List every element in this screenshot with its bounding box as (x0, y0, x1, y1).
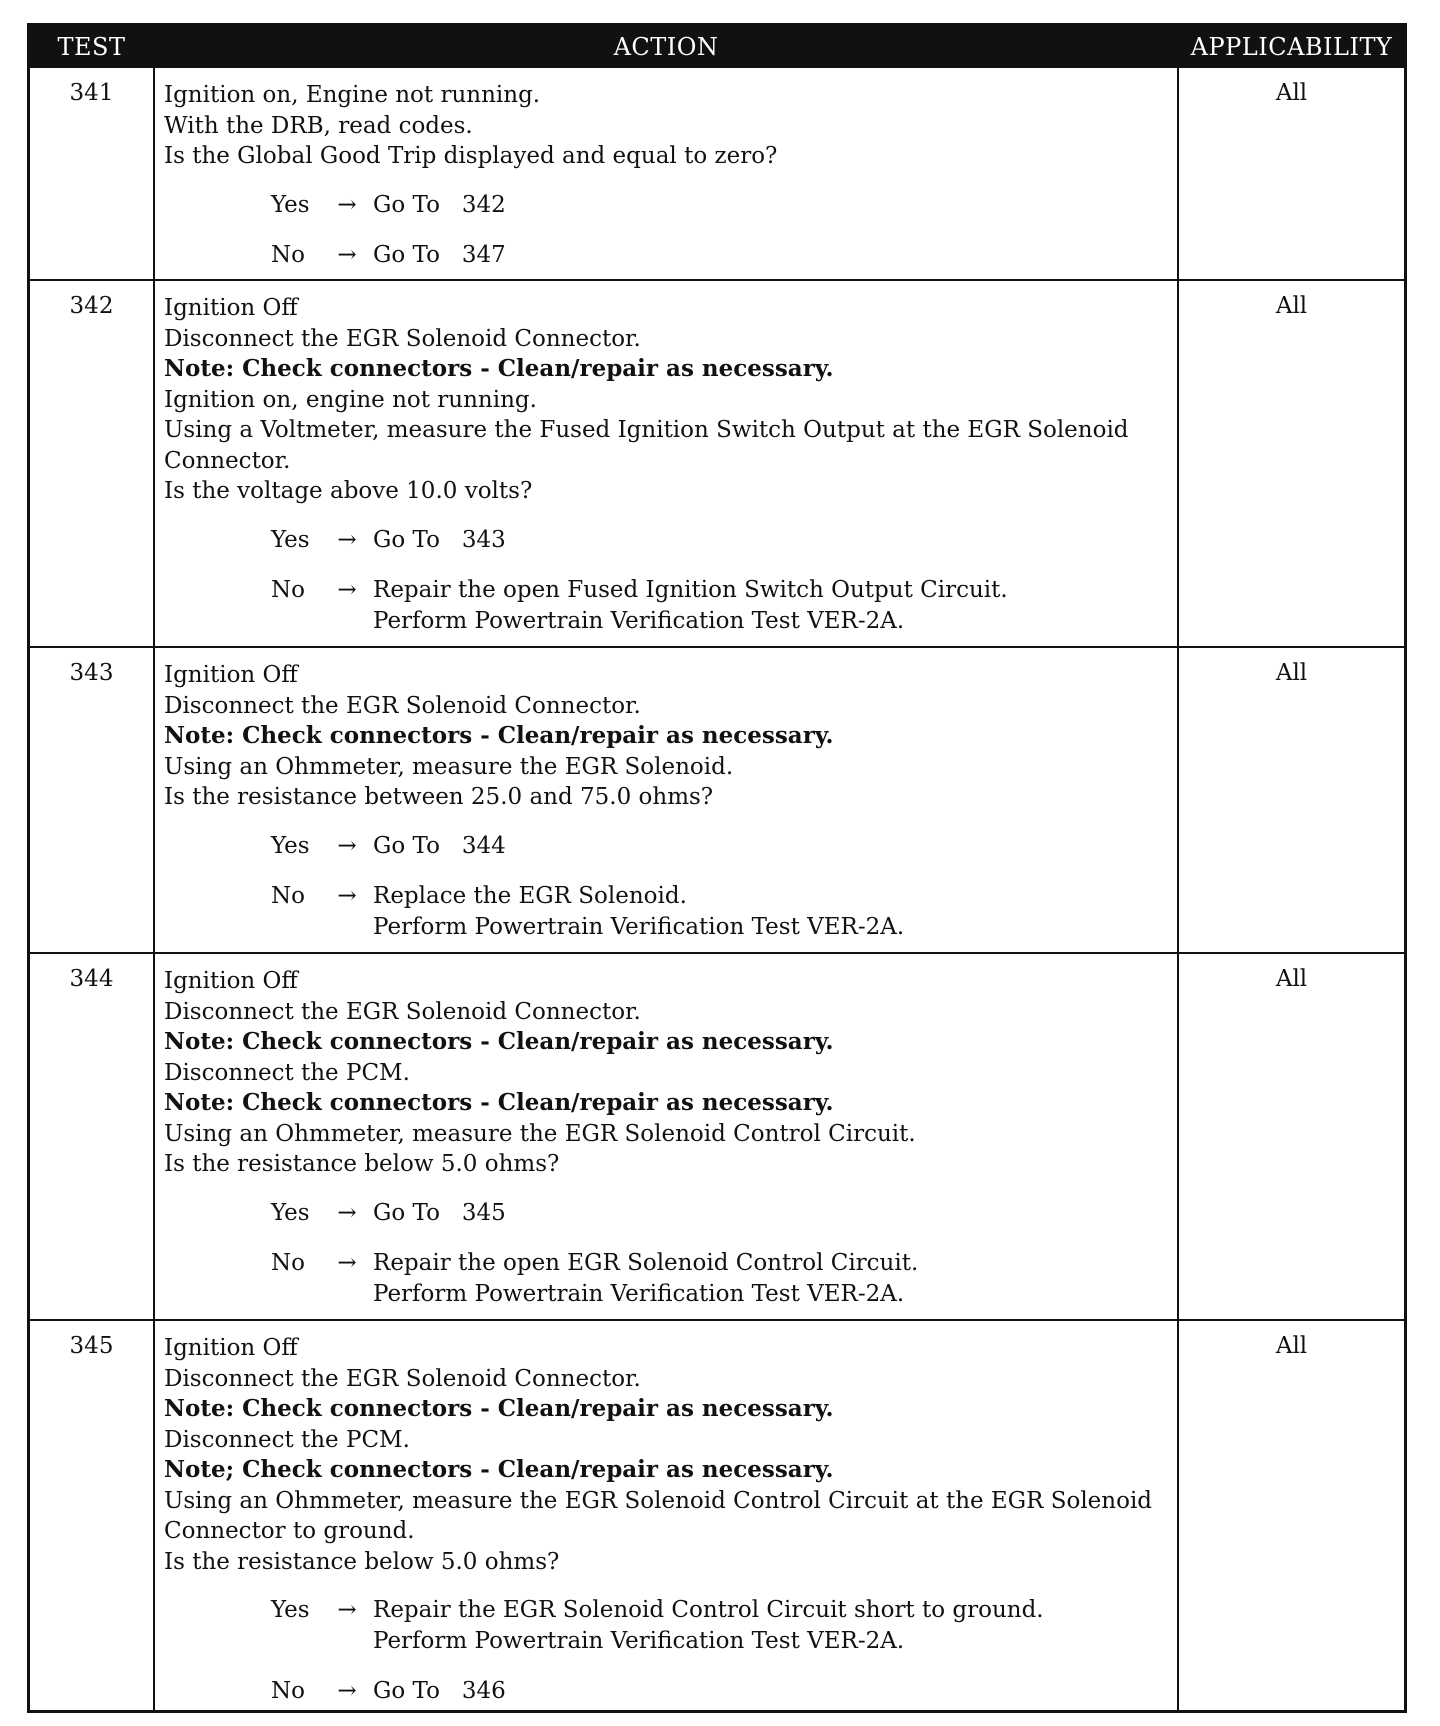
test-number: 345 (69, 1333, 114, 1359)
action-line: Is the resistance below 5.0 ohms? (164, 1548, 560, 1575)
yes-label: Yes (271, 1597, 310, 1623)
applicability: All (1275, 1333, 1308, 1359)
yes-result: Go To 343 (373, 526, 506, 553)
yes-branch (164, 831, 1174, 862)
action-line: Ignition on, Engine not running. (164, 82, 541, 108)
diagnostic-test-table (27, 23, 1407, 1713)
applicability: All (1275, 80, 1308, 106)
no-result: Perform Powertrain Verification Test VER-2A. (373, 1280, 905, 1307)
yes-label: Yes (271, 191, 310, 218)
action-line: Disconnect the PCM. (164, 1059, 410, 1086)
action-line: With the DRB, read codes. (164, 112, 473, 139)
yes-branch (164, 190, 1174, 221)
action-note: Note: Check connectors - Clean/repair as necessary. (164, 1028, 834, 1055)
action-cell (164, 660, 1174, 942)
action-cell (164, 966, 1174, 1309)
action-note: Note: Check connectors - Clean/repair as necessary. (164, 355, 834, 382)
yes-result: Repair the EGR Solenoid Control Circuit short to ground. (373, 1597, 1044, 1623)
no-branch (164, 1676, 1174, 1707)
yes-label: Yes (271, 526, 310, 553)
no-branch (164, 881, 1174, 942)
action-line: Connector. (164, 447, 291, 474)
no-branch (164, 240, 1174, 271)
applicability: All (1275, 660, 1308, 686)
arrow-icon: → (337, 1199, 357, 1226)
yes-result: Go To 342 (373, 191, 506, 218)
action-note: Note: Check connectors - Clean/repair as necessary. (164, 1089, 834, 1116)
action-line: Using a Voltmeter, measure the Fused Ignition Switch Output at the EGR Solenoid (164, 417, 1129, 443)
no-label: No (271, 883, 305, 909)
action-note: Note; Check connectors - Clean/repair as necessary. (164, 1456, 834, 1483)
header-applicability: APPLICABILITY (1190, 33, 1393, 61)
no-label: No (271, 1250, 305, 1276)
yes-branch (164, 525, 1174, 556)
yes-result: Go To 345 (373, 1199, 506, 1226)
arrow-icon: → (337, 1597, 357, 1623)
action-cell (164, 80, 1174, 271)
action-line: Is the voltage above 10.0 volts? (164, 478, 533, 504)
no-result: Repair the open EGR Solenoid Control Circuit. (373, 1250, 919, 1276)
action-line: Using an Ohmmeter, measure the EGR Solenoid Control Circuit at the EGR Solenoid (164, 1487, 1153, 1514)
action-line: Ignition Off (164, 1335, 298, 1361)
table-row-342 (30, 279, 1404, 646)
action-line: Ignition Off (164, 662, 298, 688)
test-number: 341 (69, 80, 114, 106)
action-line: Disconnect the EGR Solenoid Connector. (164, 325, 641, 352)
action-line: Is the Global Good Trip displayed and equal to zero? (164, 143, 778, 169)
no-result: Perform Powertrain Verification Test VER-2A. (373, 913, 905, 940)
applicability: All (1275, 966, 1308, 992)
no-label: No (271, 1678, 305, 1704)
action-note: Note: Check connectors - Clean/repair as necessary. (164, 722, 834, 749)
action-note: Note: Check connectors - Clean/repair as necessary. (164, 1395, 834, 1422)
action-line: Ignition on, engine not running. (164, 386, 537, 413)
no-branch (164, 1248, 1174, 1309)
arrow-icon: → (337, 832, 357, 859)
test-number: 342 (69, 293, 114, 319)
arrow-icon: → (337, 1678, 357, 1704)
arrow-icon: → (337, 883, 357, 909)
no-label: No (271, 242, 305, 268)
table-row-345 (30, 1319, 1404, 1710)
action-line: Using an Ohmmeter, measure the EGR Solenoid. (164, 753, 734, 780)
yes-branch (164, 1198, 1174, 1229)
action-line: Disconnect the PCM. (164, 1426, 410, 1453)
arrow-icon: → (337, 577, 357, 603)
yes-label: Yes (271, 1199, 310, 1226)
no-result: Replace the EGR Solenoid. (373, 883, 687, 909)
action-cell (164, 293, 1174, 636)
no-result: Go To 347 (373, 242, 506, 268)
action-line: Disconnect the EGR Solenoid Connector. (164, 692, 641, 719)
applicability: All (1275, 293, 1308, 319)
header-action: ACTION (613, 33, 719, 61)
action-line: Is the resistance between 25.0 and 75.0 ohms? (164, 784, 714, 810)
action-line: Connector to ground. (164, 1518, 415, 1544)
action-line: Disconnect the EGR Solenoid Connector. (164, 998, 641, 1025)
yes-result: Perform Powertrain Verification Test VER-2A. (373, 1627, 905, 1654)
arrow-icon: → (337, 191, 357, 218)
test-number: 343 (69, 660, 114, 686)
no-branch (164, 575, 1174, 636)
arrow-icon: → (337, 1250, 357, 1276)
arrow-icon: → (337, 242, 357, 268)
arrow-icon: → (337, 526, 357, 553)
yes-result: Go To 344 (373, 832, 506, 859)
no-result: Repair the open Fused Ignition Switch Output Circuit. (373, 577, 1008, 603)
no-label: No (271, 577, 305, 603)
action-line: Ignition Off (164, 968, 298, 994)
table-row-341 (30, 68, 1404, 279)
table-row-344 (30, 952, 1404, 1319)
test-number: 344 (69, 966, 114, 992)
action-cell (164, 1333, 1174, 1707)
action-line: Using an Ohmmeter, measure the EGR Solenoid Control Circuit. (164, 1120, 916, 1147)
table-header (30, 26, 1404, 68)
action-line: Ignition Off (164, 295, 298, 321)
yes-label: Yes (271, 832, 310, 859)
table-row-343 (30, 646, 1404, 952)
no-result: Perform Powertrain Verification Test VER-2A. (373, 607, 905, 634)
no-result: Go To 346 (373, 1678, 506, 1704)
action-line: Is the resistance below 5.0 ohms? (164, 1151, 560, 1177)
action-line: Disconnect the EGR Solenoid Connector. (164, 1365, 641, 1392)
header-test: TEST (57, 33, 126, 61)
yes-branch (164, 1595, 1174, 1656)
